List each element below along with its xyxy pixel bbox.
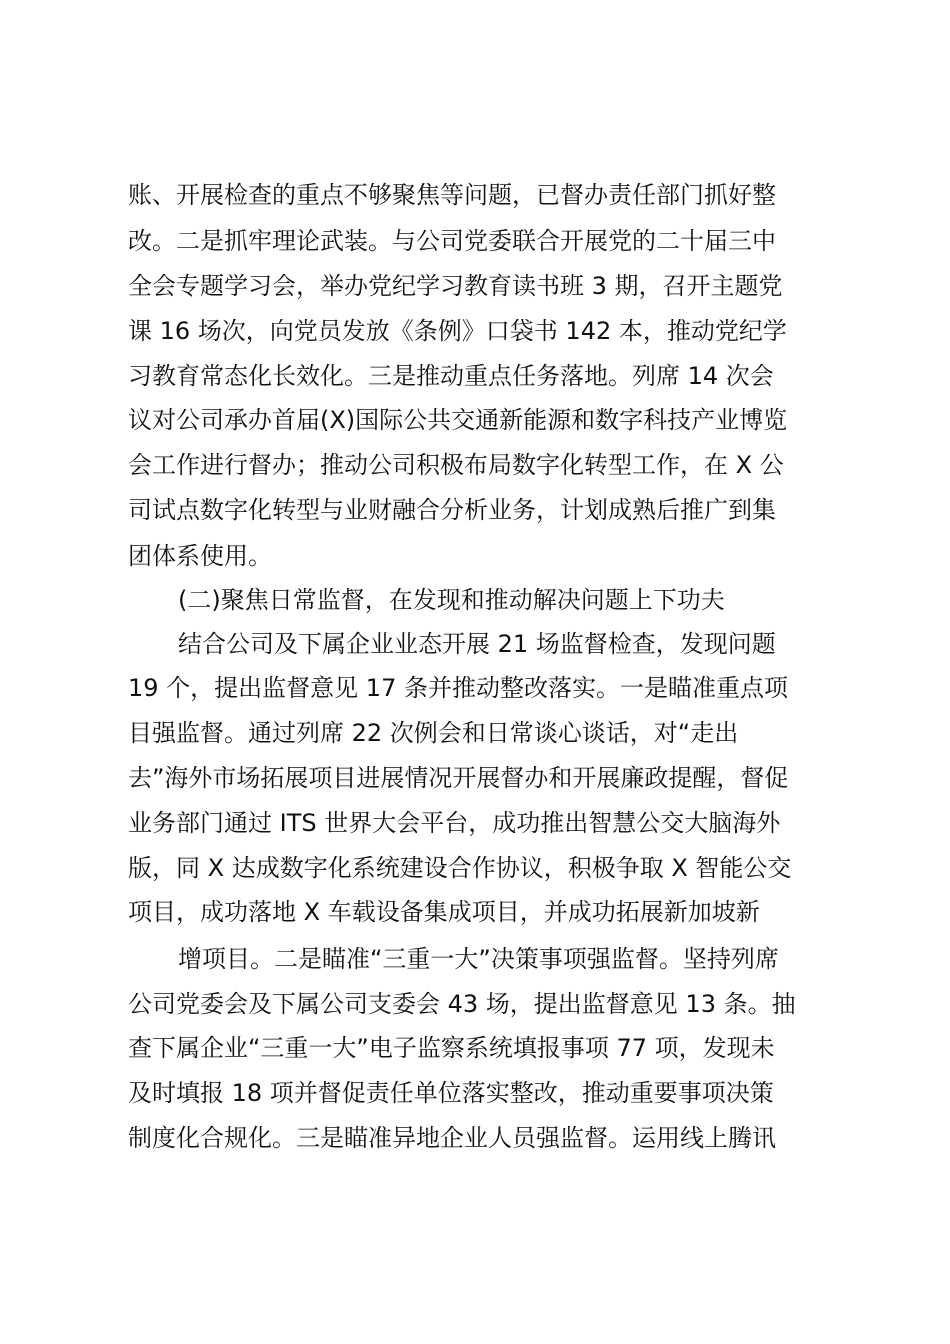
paragraph-line: 增项目。二是瞄准“三重一大”决策事项强监督。坚持列席 xyxy=(178,945,779,973)
paragraph-line: 课 16 场次，向党员发放《条例》口袋书 142 本，推动党纪学 xyxy=(128,317,787,345)
paragraph-line: 19 个，提出监督意见 17 条并推动整改落实。一是瞄准重点项 xyxy=(128,674,788,702)
paragraph-line: 目强监督。通过列席 22 次例会和日常谈心谈话，对“走出 xyxy=(128,719,739,747)
paragraph-line: 议对公司承办首届(X)国际公共交通新能源和数字科技产业博览 xyxy=(128,406,788,434)
paragraph-line: 及时填报 18 项并督促责任单位落实整改，推动重要事项决策 xyxy=(128,1079,774,1107)
paragraph-line: 会工作进行督办；推动公司积极布局数字化转型工作，在 X 公 xyxy=(128,451,784,479)
paragraph-line: 习教育常态化长效化。三是推动重点任务落地。列席 14 次会 xyxy=(128,362,774,390)
paragraph-line: 制度化合规化。三是瞄准异地企业人员强监督。运用线上腾讯 xyxy=(128,1124,776,1152)
paragraph-line: 账、开展检查的重点不够聚焦等问题，已督办责任部门抓好整 xyxy=(128,181,776,209)
paragraph-line: 结合公司及下属企业业态开展 21 场监督检查，发现问题 xyxy=(178,630,776,658)
paragraph-line: 项目，成功落地 X 车载设备集成项目，并成功拓展新加坡新 xyxy=(128,898,760,926)
paragraph-line: 团体系使用。 xyxy=(128,542,272,570)
paragraph-line: 改。二是抓牢理论武装。与公司党委联合开展党的二十届三中 xyxy=(128,227,776,255)
paragraph-line: 全会专题学习会，举办党纪学习教育读书班 3 期，召开主题党 xyxy=(128,272,783,300)
section-heading: (二)聚焦日常监督，在发现和推动解决问题上下功夫 xyxy=(178,586,725,614)
paragraph-line: 去”海外市场拓展项目进展情况开展督办和开展廉政提醒，督促 xyxy=(128,764,789,792)
paragraph-line: 查下属企业“三重一大”电子监察系统填报事项 77 项，发现未 xyxy=(128,1034,775,1062)
paragraph-line: 公司党委会及下属公司支委会 43 场，提出监督意见 13 条。抽 xyxy=(128,990,796,1018)
paragraph-line: 司试点数字化转型与业财融合分析业务，计划成熟后推广到集 xyxy=(128,496,776,524)
paragraph-line: 版，同 X 达成数字化系统建设合作协议，积极争取 X 智能公交 xyxy=(128,854,792,882)
paragraph-line: 业务部门通过 ITS 世界大会平台，成功推出智慧公交大脑海外 xyxy=(128,809,781,837)
